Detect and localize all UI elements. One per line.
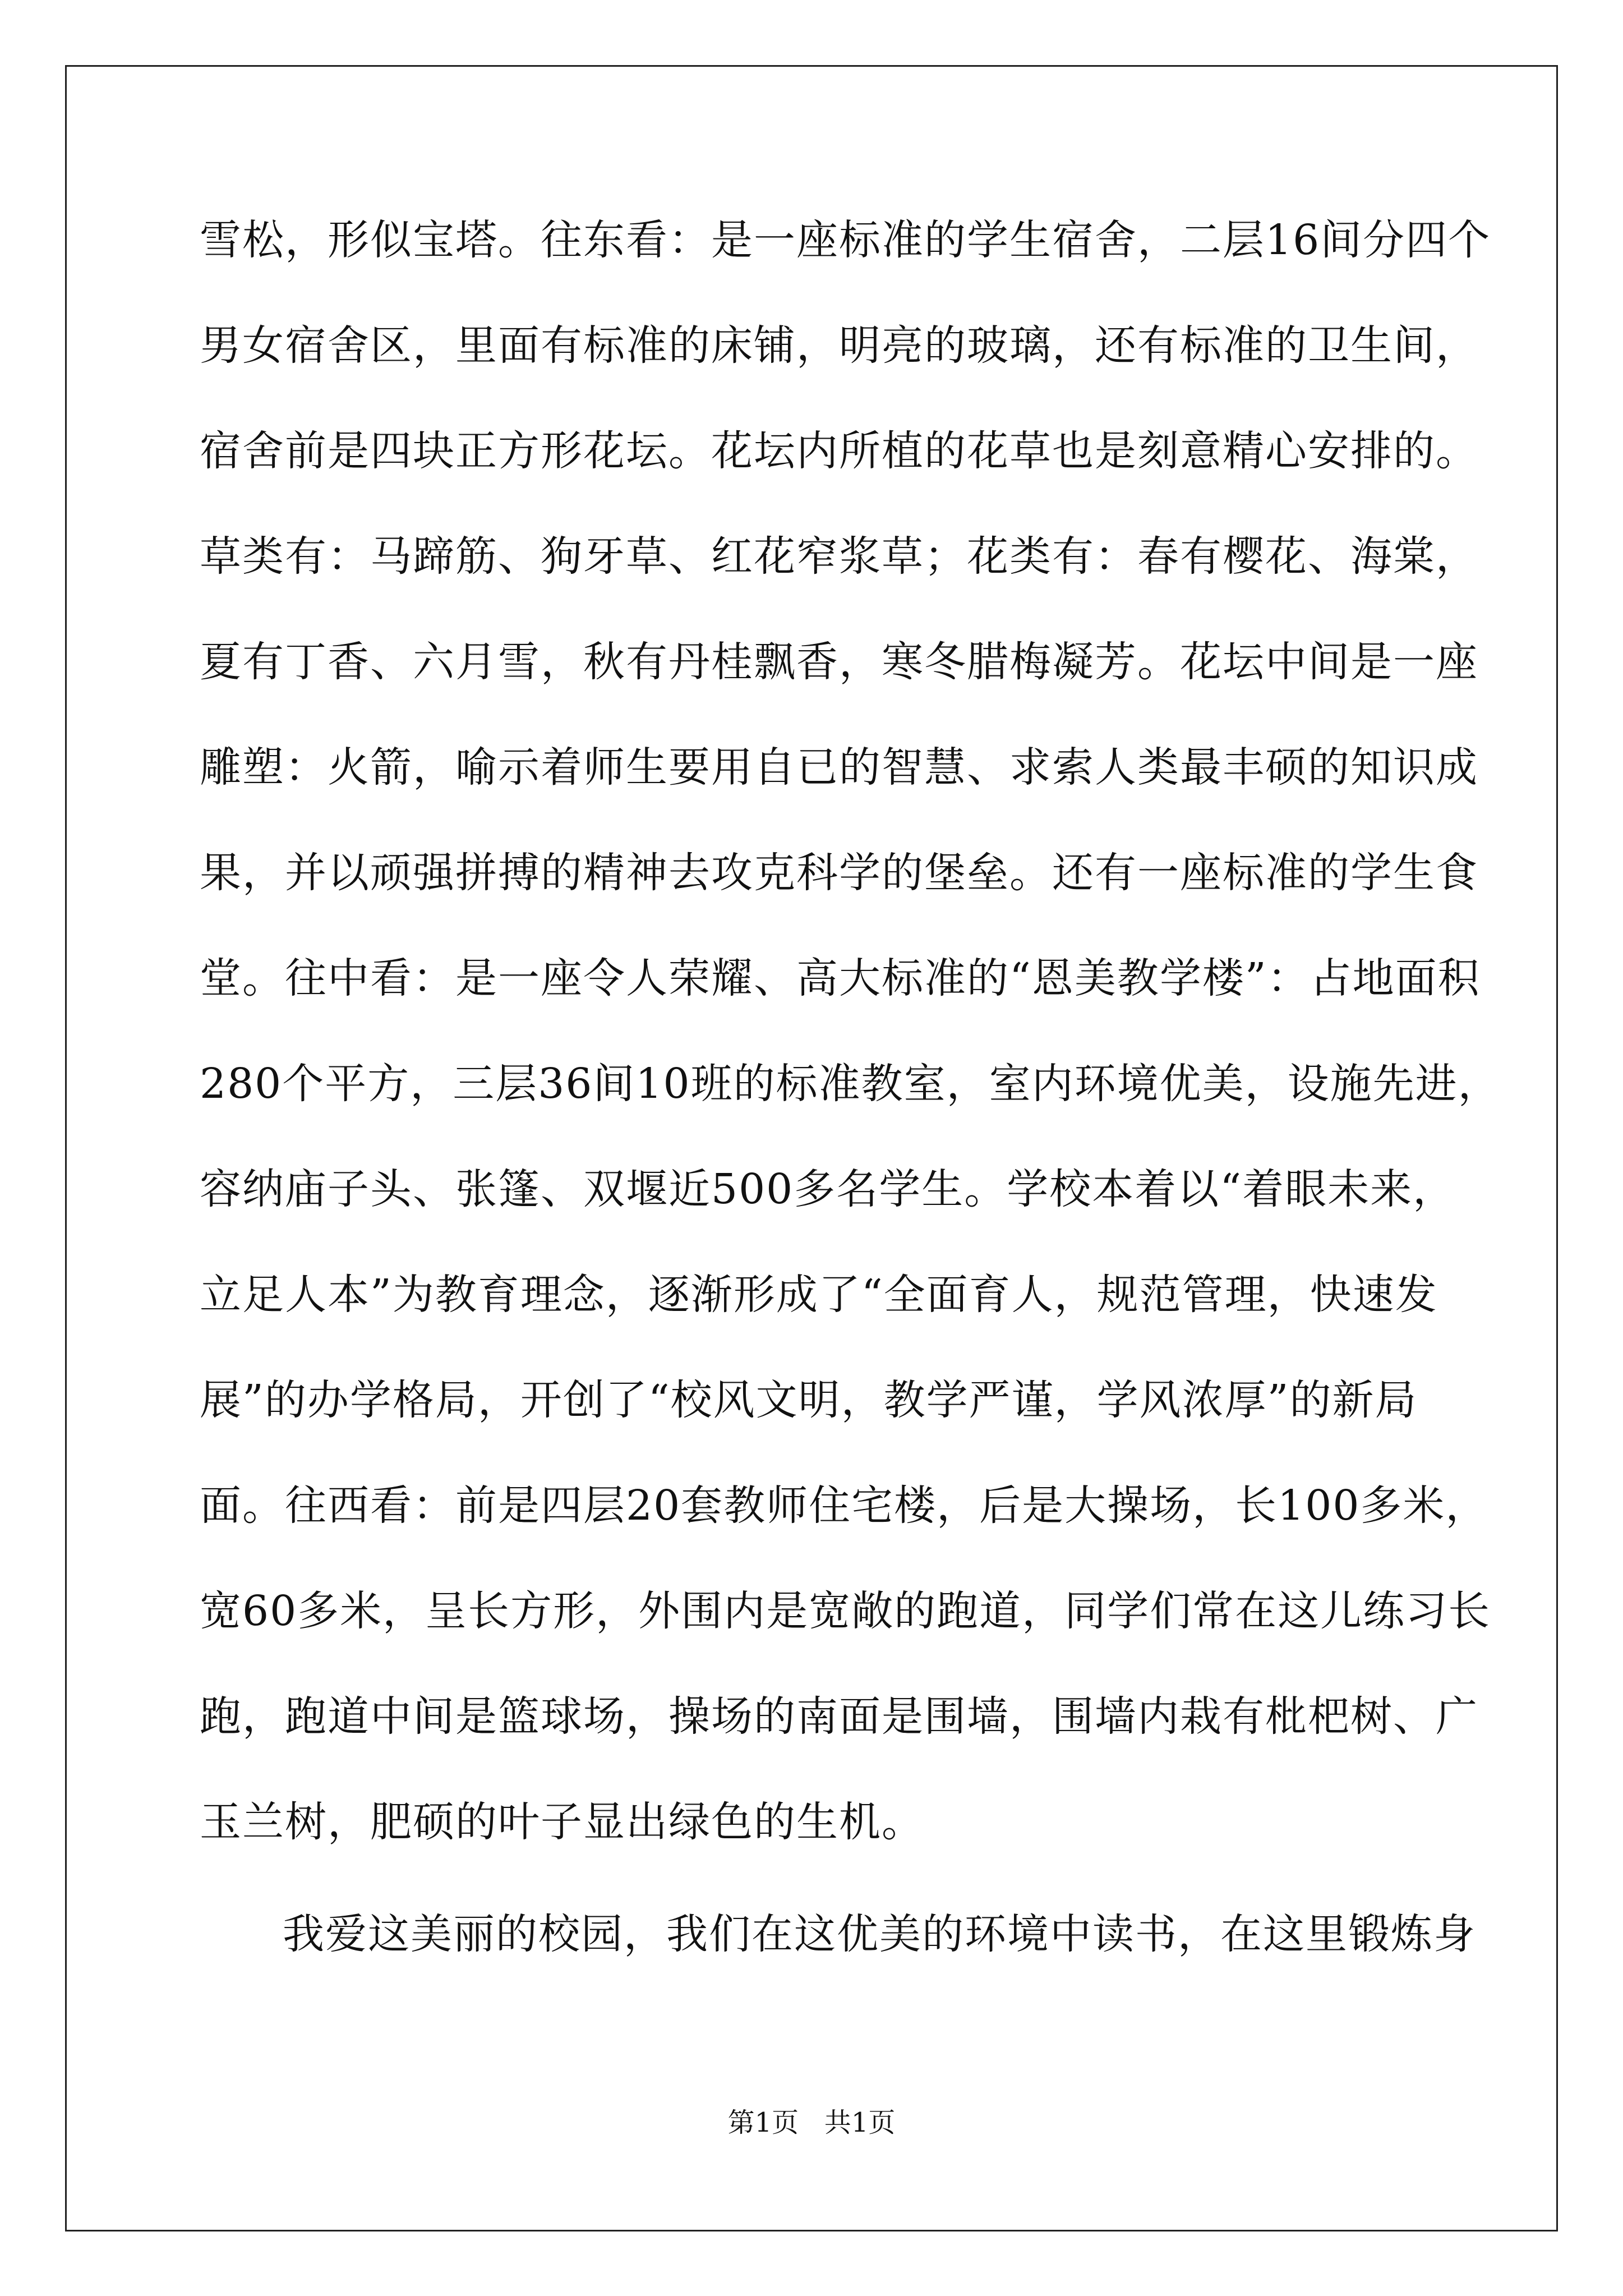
text-line: 雕塑：火箭，喻示着师生要用自已的智慧、求索人类最丰硕的知识成 [200,743,1478,792]
text-line: 堂。往中看：是一座令人荣耀、高大标准的“恩美教学楼”：占地面积 [200,954,1481,1002]
text-line: 男女宿舍区，里面有标准的床铺，明亮的玻璃，还有标准的卫生间， [200,321,1478,370]
text-line: 夏有丁香、六月雪，秋有丹桂飘香，寒冬腊梅凝芳。花坛中间是一座 [200,638,1478,686]
paragraph-start: 我爱这美丽的校园，我们在这优美的环境中读书，在这里锻炼身 [283,1910,1476,1958]
text-line: 果，并以顽强拼搏的精神去攻克科学的堡垒。还有一座标准的学生食 [200,849,1478,897]
text-line: 280个平方，三层36间10班的标准教室，室内环境优美，设施先进， [200,1060,1501,1108]
text-line: 草类有：马蹄筋、狗牙草、红花窄浆草；花类有：春有樱花、海棠， [200,532,1478,581]
text-line: 跑，跑道中间是篮球场，操场的南面是围墙，围墙内栽有枇杷树、广 [200,1692,1478,1741]
text-line: 宽60多米，呈长方形，外围内是宽敞的跑道，同学们常在这儿练习长 [200,1587,1491,1635]
page-number: 第1页 共1页 [727,2107,896,2138]
text-line: 面。往西看：前是四层20套教师住宅楼，后是大操场，长100多米， [200,1481,1488,1530]
document-body [200,212,1501,2012]
text-line: 玉兰树，肥硕的叶子显出绿色的生机。 [200,1798,924,1846]
text-line: 雪松，形似宝塔。往东看：是一座标准的学生宿舍，二层16间分四个 [200,216,1491,264]
text-line: 宿舍前是四块正方形花坛。花坛内所植的花草也是刻意精心安排的。 [200,427,1478,475]
text-line: 立足人本”为教育理念，逐渐形成了“全面育人，规范管理，快速发 [200,1271,1438,1319]
text-line: 展”的办学格局，开创了“校风文明，教学严谨，学风浓厚”的新局 [200,1376,1418,1424]
text-line: 容纳庙子头、张篷、双堰近500多名学生。学校本着以“着眼未来， [200,1165,1456,1213]
